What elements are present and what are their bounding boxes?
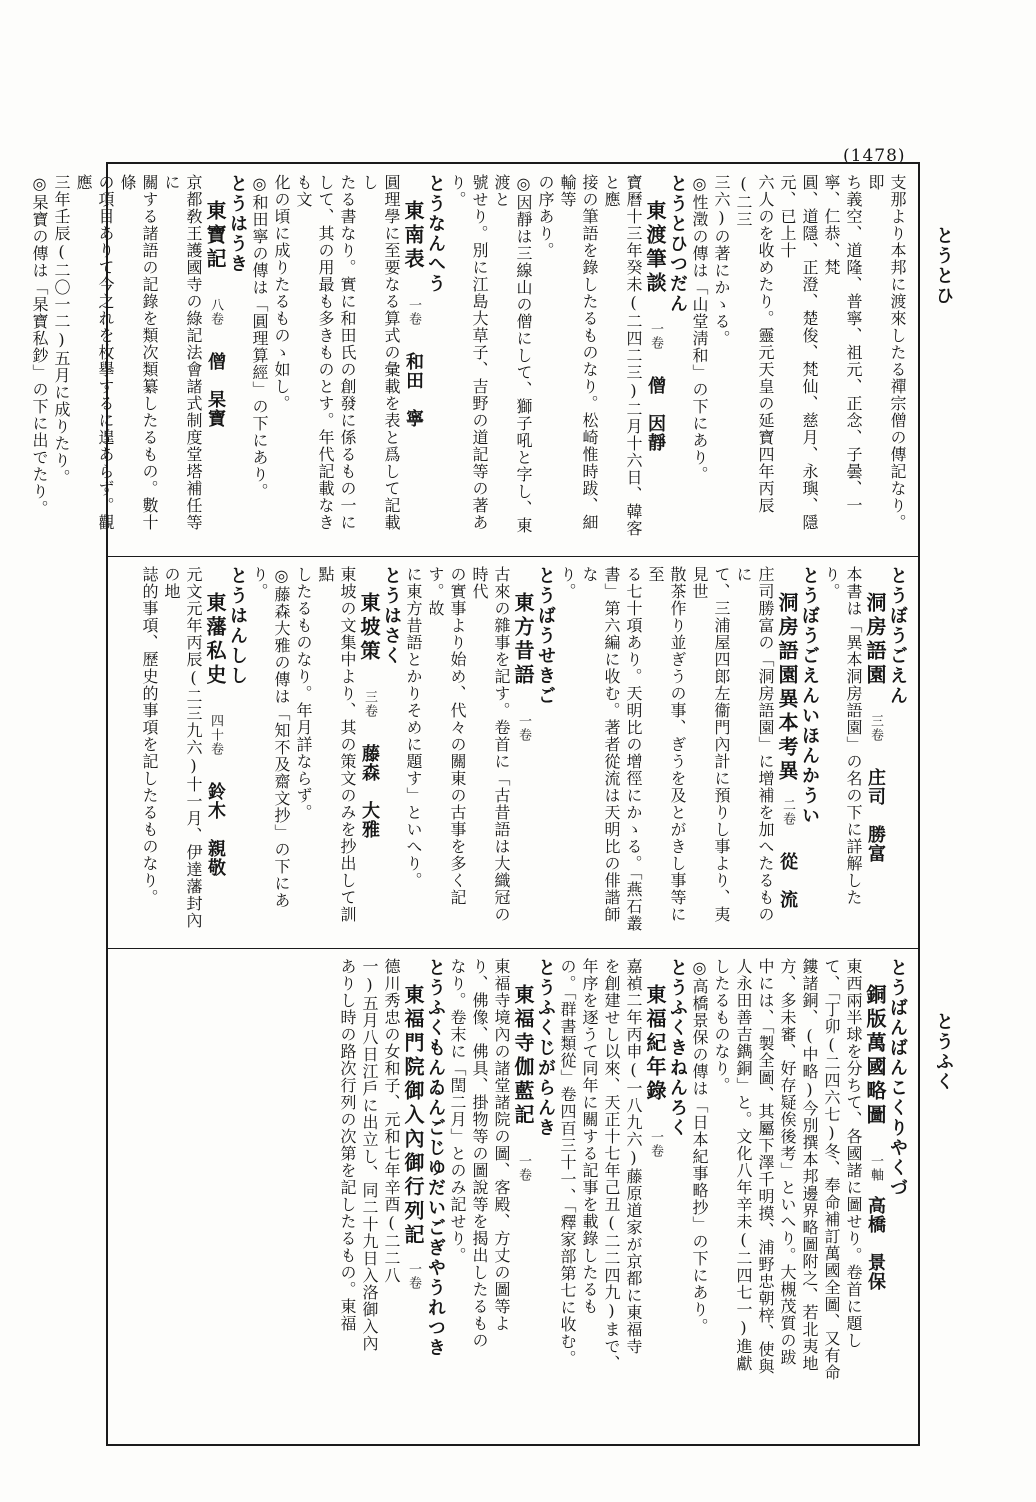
entry-heading: とうふくきねんろく: [667, 958, 688, 1138]
running-head-bottom: とうふく: [933, 1012, 954, 1092]
text-line: 人永田善吉鐫銅」と。文化八年辛未(二四七一)進獻: [734, 958, 753, 1372]
entry-title: 東福寺伽藍記: [511, 984, 535, 1128]
text-line: 圓、道隱、正澄、楚俊、梵仙、慈月、永璵、隱元、已上十: [778, 174, 819, 531]
text-line: に東方昔語とかりそめに題す」といへり。: [404, 566, 423, 889]
text-line: る七十項あり。天明比の增徑にかゝる。「燕石叢: [624, 566, 643, 932]
divider-bottom: [108, 948, 918, 949]
entry-title: 東坡策: [357, 592, 381, 664]
entry-author: 和田 寧: [403, 352, 424, 428]
entry-volume: 三卷: [868, 714, 883, 742]
text-line: たる書なり。實に和田氏の創發に係るもの一に: [338, 174, 357, 531]
entry-title-line: [402, 958, 424, 1434]
entry-volume: 三卷: [362, 690, 377, 718]
text-line: 古來の雜事を記す。卷首に「古昔語は大織冠の時代: [470, 566, 511, 923]
text-line: 支那より本邦に渡來したる禪宗僧の傳記なり。即: [866, 174, 907, 531]
text-line: の項目ありて今之れを枚擧するに遑あらず。觀應: [74, 174, 115, 531]
entry-volume: 一軸: [868, 1154, 883, 1182]
entry-heading: とうばうせきご: [535, 566, 556, 706]
entry-title: 銅版萬國略圖: [863, 984, 887, 1128]
entry-title-line: [776, 566, 798, 938]
text-line: て、「丁卯(二四六七)冬、奉命補訂萬國全圖、又有命: [822, 958, 841, 1381]
text-line: 關する諸語の記錄を類次類纂したるもの。數十條: [118, 174, 159, 531]
text-line: 嘉禎二年丙申(一八九六)藤原道家が京都に東福寺: [624, 958, 643, 1355]
text-line: ◎性澂の傳は「山堂淸和」の下にあり。: [690, 174, 709, 483]
entry-author: 僧 因靜: [645, 376, 666, 452]
text-line: 誌的事項、歷史的事項を記したるものなり。: [140, 566, 159, 906]
entry-title: 東南表: [401, 200, 425, 272]
text-line: 號せり。別に江島大草子、吉野の道記等の著あり。: [448, 174, 489, 531]
entry-title-line: [644, 174, 666, 546]
text-line: したるものなり。: [712, 958, 731, 1094]
page-frame: [30, 162, 920, 1446]
entry-title: 東藩私史: [203, 592, 227, 688]
entry-title-line: [402, 174, 424, 546]
entry-author: 高橋 景保: [865, 1196, 886, 1291]
top-panel: [30, 174, 908, 546]
text-line: の實事より始め、代々の關東の古事を多く記す。故: [426, 566, 467, 906]
text-line: なり。卷末に「閏二月」とのみ記せり。: [448, 958, 467, 1264]
text-line: 中には、「製全圖、其屬下澤千明摸、浦野忠朝梓、使與: [756, 958, 775, 1375]
entry-heading: とうふくじがらんき: [535, 958, 556, 1138]
text-line: ◎因靜は三線山の僧にして、獅子吼と字し、東渡と: [492, 174, 533, 534]
running-head-top: とうとひ: [933, 226, 954, 306]
entry-volume: 四十卷: [208, 714, 223, 756]
text-line: 方、多未審、好存疑俟後考」といへり。大槻茂質の跋: [778, 958, 797, 1366]
text-line: ◎和田寧の傳は「圓理算經」の下にあり。: [250, 174, 269, 500]
text-line: 散茶作り並ぎうの事、ぎうを及とがきし事等に至: [646, 566, 687, 923]
text-line: 化の頃に成りたるものゝ如し。: [272, 174, 291, 412]
text-line: 東坡の文集中より、其の策文のみを抄出して訓點: [316, 566, 357, 923]
text-line: を創建せし以來、天正十七年己丑(二二四九)まで、: [602, 958, 621, 1372]
text-line: 三年壬辰(二〇一二)五月に成りたり。: [52, 174, 71, 486]
entry-title-line: [512, 566, 534, 938]
text-line: 一)五月八日江戶に出立し、同二十九日入洛御入內: [360, 958, 379, 1352]
text-line: 三六)の著にかゝる。: [712, 174, 731, 347]
text-line: して、其の用最も多きものとす。年代記載なきも文: [294, 174, 335, 531]
text-line: 本書は「異本洞房語園」の名の下に詳解したり。: [822, 566, 863, 906]
text-line: 書」第六編に收む。著者從流は天明比の俳諧師な: [580, 566, 621, 923]
text-line: 年序を逐うて同年に關する記事を載錄したるも: [580, 958, 599, 1315]
text-line: 東西兩半球を分ちて、各國諸に圖せり。卷首に題し: [844, 958, 863, 1349]
text-line: ありし時の路次行列の次第を記したるもの。東福: [338, 958, 357, 1332]
entry-author: 從 流: [777, 852, 798, 909]
entry-heading: とうぼうごえんいほんかうい: [799, 566, 820, 826]
text-line: の序あり。: [536, 174, 555, 259]
entry-author: 藤森 大雅: [359, 744, 380, 839]
bottom-panel: [118, 958, 908, 1434]
entry-title: 東福門院御入內御行列記: [401, 984, 425, 1248]
entry-title-line: [204, 174, 226, 546]
entry-title: 東渡筆談: [643, 200, 667, 296]
text-line: したるものなり。年月詳ならず。: [294, 566, 313, 821]
entry-author: 僧 杲寶: [205, 352, 226, 428]
text-line: 接の筆語を錄したるものなり。松崎惟時跋、細輸等: [558, 174, 599, 531]
entry-volume: 八卷: [208, 298, 223, 326]
entry-heading: とうぼうごえん: [887, 566, 908, 706]
text-line: 德川秀忠の女和子、元和七年辛酉(二二八: [382, 958, 401, 1284]
text-line: ち義空、道隆、普寧、祖元、正念、子曇、一寧、仁恭、梵: [822, 174, 863, 514]
entry-author: 鈴木 親敬: [205, 782, 226, 877]
text-line: り。: [558, 566, 577, 600]
entry-title-line: [512, 958, 534, 1434]
entry-title: 東寶記: [203, 200, 227, 272]
divider-top: [108, 556, 918, 557]
entry-title-line: [864, 566, 886, 938]
text-line: 寶曆十三年癸未(二四二三)二月十六日、韓客と應: [602, 174, 643, 537]
entry-volume: 一卷: [648, 1130, 663, 1158]
page-number: (1478): [843, 146, 906, 166]
entry-volume: 一卷: [516, 1154, 531, 1182]
text-line: の。「群書類從」卷四百三十一、「釋家部第七に收む。: [558, 958, 577, 1367]
entry-heading: とうなんへう: [425, 174, 446, 294]
entry-title: 洞房語園異本考異: [775, 592, 799, 784]
middle-panel: [118, 566, 908, 938]
entry-heading: とうとひつだん: [667, 174, 688, 314]
entry-title-line: [358, 566, 380, 938]
text-line: り、佛像、佛具、掛物等の圖說等を揭出したるもの: [470, 958, 489, 1349]
entry-author: 庄司 勝富: [865, 768, 886, 863]
text-line: ◎杲寶の傳は「杲寶私鈔」の下に出でたり。: [30, 174, 49, 517]
text-line: 京都敎王護國寺の綠記法會諸式制度堂塔補任等に: [162, 174, 203, 531]
entry-title-line: [864, 958, 886, 1434]
entry-heading: とうはんしし: [227, 566, 248, 686]
entry-heading: とうはうき: [227, 174, 248, 274]
entry-volume: 一卷: [516, 714, 531, 742]
text-line: 鏤諸銅、(中略)今別撰本邦邊界略圖附之、若北夷地: [800, 958, 819, 1372]
text-line: ◎高橋景保の傳は「日本紀事略抄」の下にあり。: [690, 958, 709, 1335]
text-line: ◎藤森大雅の傳は「知不及齋文抄」の下にあり。: [250, 566, 291, 909]
entry-volume: 一卷: [406, 1262, 421, 1290]
entry-volume: 二卷: [780, 798, 795, 826]
text-line: 圓理學に至要なる算式の彙載を表と爲して記載し: [360, 174, 401, 531]
text-line: て、三浦屋四郎左衞門內計に預りし事より、夷見世: [690, 566, 731, 923]
text-line: 東福寺境內の諸堂諸院の圖、客殿、方丈の圖等よ: [492, 958, 511, 1332]
entry-volume: 一卷: [406, 298, 421, 326]
entry-heading: とうはさく: [381, 566, 402, 666]
text-line: 庄司勝富の「洞房語園」に增補を加へたるものに: [734, 566, 775, 923]
entry-heading: とうふくもんゐんごじゆだいごぎやうれつき: [425, 958, 446, 1358]
entry-title-line: [204, 566, 226, 938]
text-line: 六人のを收めたり。靈元天皇の延寶四年丙辰(二三: [734, 174, 775, 514]
entry-title: 東方昔語: [511, 592, 535, 688]
entry-title-line: [644, 958, 666, 1434]
entry-heading: とうばんばんこくりやくづ: [887, 958, 908, 1198]
entry-title: 洞房語園: [863, 592, 887, 688]
entry-title: 東福紀年錄: [643, 984, 667, 1104]
entry-volume: 一卷: [648, 322, 663, 350]
text-line: 元文元年丙辰(二三九六)十一月、伊達藩封內の地: [162, 566, 203, 929]
